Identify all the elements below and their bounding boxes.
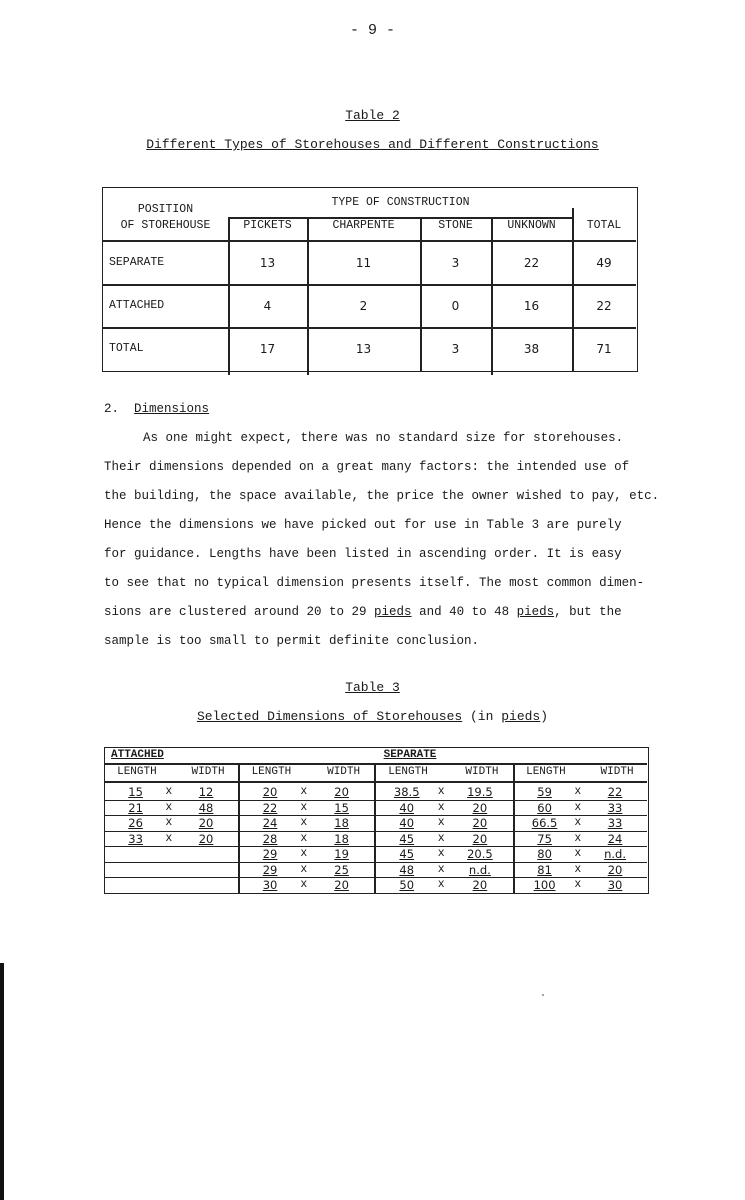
length-value: 20 (262, 785, 278, 799)
times-sign: x (574, 878, 582, 891)
length-value: 48 (399, 862, 415, 877)
table-cell: 22 (523, 256, 540, 270)
table2-label: Table 2 (345, 108, 400, 123)
paragraph-line: Their dimensions depended on a great many factors: the intended use of (104, 460, 630, 474)
length-header: LENGTH (526, 766, 566, 778)
times-sign: x (574, 847, 582, 860)
table-cell: 22 (596, 299, 612, 313)
length-header: LENGTH (251, 766, 292, 778)
length-value: 60 (537, 800, 552, 815)
table2-caption: Different Types of Storehouses and Different Constructions (146, 137, 599, 152)
table2-row-rule (103, 327, 636, 329)
width-value: 19 (334, 847, 349, 861)
width-value: 20.5 (467, 847, 493, 861)
length-value: 80 (537, 847, 552, 861)
width-header: WIDTH (191, 766, 225, 778)
length-value: 30 (262, 878, 278, 892)
times-sign: x (300, 785, 308, 798)
length-value: 59 (537, 785, 552, 799)
row-label: TOTAL (109, 342, 144, 355)
times-sign: x (300, 847, 308, 860)
times-sign: x (437, 785, 445, 798)
times-sign: x (300, 800, 308, 814)
table3-caption: Selected Dimensions of Storehouses (in pieds) (196, 709, 549, 724)
table-cell: 13 (355, 342, 372, 356)
length-value: 40 (399, 800, 415, 815)
length-value: 66.5 (531, 816, 558, 830)
width-value: 24 (607, 831, 623, 846)
times-sign: x (437, 847, 445, 860)
times-sign: x (437, 831, 445, 845)
table3-header-rule (105, 781, 647, 783)
table2-header-rule (103, 240, 636, 242)
times-sign: x (165, 800, 173, 814)
table-cell: 38 (523, 342, 540, 356)
width-value: n.d. (468, 862, 491, 877)
length-header: LENGTH (388, 766, 428, 778)
table-cell: 3 (451, 342, 460, 356)
table3-label: Table 3 (345, 680, 400, 695)
times-sign: x (437, 800, 445, 814)
row-label: ATTACHED (109, 299, 165, 312)
width-value: 20 (607, 862, 623, 877)
length-value: 28 (262, 831, 278, 846)
length-value: 33 (128, 831, 143, 846)
table3-group-rule (105, 763, 647, 765)
col-header-unknown: UNKNOWN (507, 219, 556, 232)
length-value: 81 (537, 862, 552, 877)
length-header: LENGTH (117, 766, 157, 778)
width-value: 18 (334, 816, 349, 830)
length-value: 50 (399, 878, 415, 892)
width-header: WIDTH (600, 766, 634, 778)
length-value: 45 (399, 831, 415, 846)
paragraph-line: to see that no typical dimension presents itself. The most common dimen- (104, 576, 645, 590)
width-value: n.d. (604, 847, 627, 861)
table-cell: 3 (451, 256, 460, 270)
table-cell: 13 (259, 256, 276, 270)
table-cell: 17 (259, 342, 276, 356)
table2-row-rule (103, 284, 636, 286)
group-header: TYPE OF CONSTRUCTION (331, 196, 470, 209)
times-sign: x (437, 878, 445, 891)
table-cell: 4 (263, 299, 272, 313)
width-value: 20 (334, 785, 349, 799)
times-sign: x (574, 785, 582, 798)
table3-row-rule (105, 846, 238, 847)
times-sign: x (300, 862, 308, 876)
width-value: 25 (334, 862, 349, 877)
table-cell: 16 (523, 299, 540, 313)
col-header-pickets: PICKETS (243, 219, 292, 232)
width-value: 30 (607, 878, 623, 892)
paragraph-line: sample is too small to permit definite conclusion. (104, 634, 480, 648)
width-value: 20 (472, 831, 488, 846)
col-header-stone: STONE (438, 219, 473, 232)
paragraph-line: Hence the dimensions we have picked out for use in Table 3 are purely (104, 518, 622, 532)
table3-col-rule (238, 763, 240, 893)
group-separate: SEPARATE (383, 749, 437, 761)
table3-col-rule (374, 763, 376, 893)
length-value: 29 (262, 847, 278, 861)
table3-row-rule (105, 877, 238, 878)
table-cell: 2 (359, 299, 368, 313)
length-value: 100 (533, 878, 556, 892)
times-sign: x (300, 831, 308, 845)
times-sign: x (300, 816, 308, 829)
row-header-line2: OF STOREHOUSE (120, 219, 211, 232)
table3-row-rule (105, 862, 238, 863)
paragraph-line: As one might expect, there was no standard size for storehouses. (143, 431, 624, 445)
section-title: Dimensions (134, 402, 210, 416)
width-value: 20 (472, 878, 488, 892)
row-label: SEPARATE (109, 256, 165, 269)
row-header-line1: POSITION (137, 203, 194, 216)
width-value: 20 (472, 800, 488, 815)
paragraph-line: sions are clustered around 20 to 29 pieds and 40 to 48 pieds, but the (104, 605, 622, 619)
width-value: 12 (198, 785, 214, 799)
length-value: 26 (128, 816, 143, 830)
paragraph-line: for guidance. Lengths have been listed in ascending order. It is easy (104, 547, 622, 561)
scan-edge (0, 963, 4, 1200)
table-cell: 71 (596, 342, 612, 356)
times-sign: x (165, 816, 173, 829)
width-value: 20 (198, 831, 214, 846)
table-cell: 0 (451, 299, 460, 313)
table3 (104, 747, 649, 894)
table2 (102, 187, 638, 372)
length-value: 40 (399, 816, 415, 830)
width-header: WIDTH (465, 766, 499, 778)
times-sign: x (574, 862, 582, 876)
times-sign: x (574, 816, 582, 829)
width-value: 20 (198, 816, 214, 830)
length-value: 22 (262, 800, 278, 815)
col-header-charpente: CHARPENTE (332, 219, 395, 232)
width-value: 33 (607, 800, 623, 815)
width-value: 20 (472, 816, 488, 830)
length-value: 75 (537, 831, 552, 846)
width-value: 18 (334, 831, 349, 846)
page-number: - 9 - (349, 22, 395, 39)
table-cell: 49 (596, 256, 612, 270)
times-sign: x (437, 862, 445, 876)
length-value: 24 (262, 816, 278, 830)
width-value: 20 (334, 878, 349, 892)
width-value: 48 (198, 800, 214, 815)
width-value: 19.5 (467, 785, 493, 799)
group-attached: ATTACHED (111, 749, 164, 761)
times-sign: x (574, 831, 582, 845)
col-header-total: TOTAL (586, 219, 622, 232)
section-number: 2. (104, 402, 120, 416)
length-value: 45 (399, 847, 415, 861)
times-sign: x (437, 816, 445, 829)
paragraph-line: the building, the space available, the price the owner wished to pay, etc. (104, 489, 660, 503)
width-value: 33 (607, 816, 623, 830)
length-value: 15 (128, 785, 143, 799)
length-value: 21 (128, 800, 143, 815)
width-value: 22 (607, 785, 623, 799)
scan-speck (542, 994, 544, 996)
length-value: 38.5 (393, 785, 420, 799)
table-cell: 11 (355, 256, 372, 270)
times-sign: x (300, 878, 308, 891)
length-value: 29 (262, 862, 278, 877)
times-sign: x (165, 831, 173, 845)
section-heading (104, 402, 209, 416)
table3-col-rule (513, 763, 515, 893)
width-value: 15 (334, 800, 349, 815)
times-sign: x (574, 800, 582, 814)
times-sign: x (165, 785, 173, 798)
width-header: WIDTH (327, 766, 361, 778)
